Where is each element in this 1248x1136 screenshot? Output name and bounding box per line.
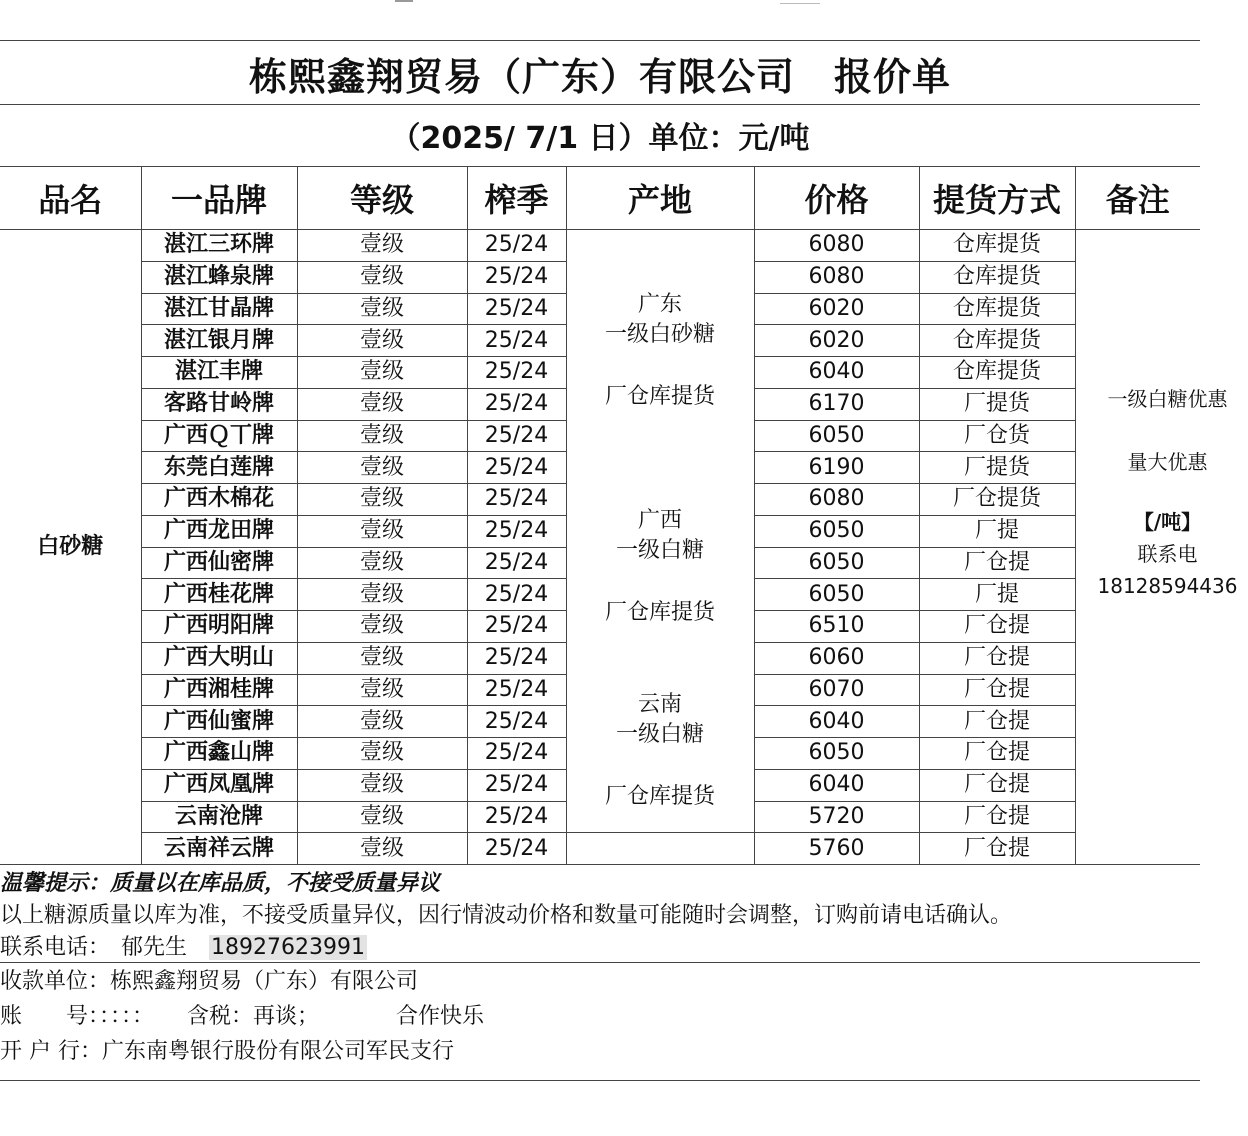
price-cell: 6050 [754, 547, 919, 579]
header-product: 品名 [0, 167, 141, 230]
price-cell: 6050 [754, 738, 919, 770]
price-cell: 6510 [754, 611, 919, 643]
grade-cell: 壹级 [297, 706, 467, 738]
price-cell: 6170 [754, 388, 919, 420]
header-price: 价格 [754, 167, 919, 230]
grade-cell: 壹级 [297, 674, 467, 706]
season-cell: 25/24 [467, 515, 566, 547]
brand-cell: 客路甘岭牌 [141, 388, 297, 420]
brand-cell: 广西仙密牌 [141, 547, 297, 579]
season-cell: 25/24 [467, 579, 566, 611]
origin-yunnan-line: 云南 [637, 692, 682, 717]
origin-guangxi-line: 一级白糖 [615, 538, 704, 563]
brand-cell: 东莞白莲牌 [141, 452, 297, 484]
pickup-method-cell: 厂提 [919, 579, 1075, 611]
season-cell: 25/24 [467, 452, 566, 484]
season-cell: 25/24 [467, 388, 566, 420]
pickup-method-cell: 厂提货 [919, 388, 1075, 420]
pickup-method-cell: 厂仓提 [919, 769, 1075, 801]
table-row [0, 230, 1200, 262]
season-cell: 25/24 [467, 706, 566, 738]
pickup-method-cell: 厂仓提 [919, 801, 1075, 833]
remark-discount: 一级白糖优惠 [1107, 387, 1228, 411]
pickup-method-cell: 厂仓提 [919, 706, 1075, 738]
brand-cell: 湛江甘晶牌 [141, 293, 297, 325]
contact-phone: 18927623991 [211, 935, 365, 960]
price-cell: 6070 [754, 674, 919, 706]
brand-cell: 湛江蜂泉牌 [141, 261, 297, 293]
payee-line: 收款单位：栋熙鑫翔贸易（广东）有限公司 [0, 969, 419, 994]
season-cell: 25/24 [467, 357, 566, 389]
price-cell: 6060 [754, 642, 919, 674]
brand-cell: 广西湘桂牌 [141, 674, 297, 706]
price-cell: 6050 [754, 579, 919, 611]
price-cell: 6040 [754, 769, 919, 801]
season-cell: 25/24 [467, 642, 566, 674]
season-cell: 25/24 [467, 420, 566, 452]
grade-cell: 壹级 [297, 769, 467, 801]
product-name: 白砂糖 [0, 230, 141, 865]
season-cell: 25/24 [467, 293, 566, 325]
remark-unit: 【/吨】 [1133, 510, 1202, 534]
price-cell: 6080 [754, 230, 919, 262]
grade-cell: 壹级 [297, 261, 467, 293]
bank-line: 开 户 行：广东南粤银行股份有限公司军民支行 [0, 1039, 454, 1064]
origin-guangxi-line: 广西 [637, 508, 682, 533]
origin-cell [566, 230, 754, 833]
pickup-method-cell: 厂仓提 [919, 674, 1075, 706]
disclaimer-text: 以上糖源质量以库为准，不接受质量异仪，因行情波动价格和数量可能随时会调整，订购前请电话确认。 [0, 903, 1013, 928]
header-brand: 一品牌 [141, 167, 297, 230]
brand-cell: 广西鑫山牌 [141, 738, 297, 770]
top-border [0, 40, 1200, 41]
origin-guangdong-line: 一级白砂糖 [604, 322, 715, 347]
price-cell: 6040 [754, 706, 919, 738]
price-cell: 5760 [754, 833, 919, 865]
price-cell: 6040 [754, 357, 919, 389]
brand-cell: 云南沧牌 [141, 801, 297, 833]
grade-cell: 壹级 [297, 833, 467, 865]
remark-contact-phone: 18128594436 [1097, 574, 1238, 598]
pickup-method-cell: 仓库提货 [919, 230, 1075, 262]
header-origin: 产地 [566, 167, 754, 230]
document-subtitle: （2025/ 7/1 日）单位：元/吨 [390, 121, 810, 156]
brand-cell: 湛江银月牌 [141, 325, 297, 357]
grade-cell: 壹级 [297, 293, 467, 325]
header-pickup-method: 提货方式 [919, 167, 1075, 230]
grade-cell: 壹级 [297, 420, 467, 452]
grade-cell: 壹级 [297, 325, 467, 357]
origin-yunnan-line: 一级白糖 [615, 722, 704, 747]
grade-cell: 壹级 [297, 388, 467, 420]
grade-cell: 壹级 [297, 738, 467, 770]
brand-cell: 广西桂花牌 [141, 579, 297, 611]
table-row [0, 833, 1200, 865]
brand-cell: 湛江三环牌 [141, 230, 297, 262]
table-body [0, 230, 1238, 865]
pickup-method-cell: 厂仓提 [919, 642, 1075, 674]
grade-cell: 壹级 [297, 484, 467, 516]
contact-label: 联系电话： 郁先生 [0, 935, 210, 960]
footer-divider [0, 962, 1200, 963]
price-cell: 6020 [754, 325, 919, 357]
header-remarks: 备注 [1075, 167, 1200, 230]
price-cell: 6080 [754, 261, 919, 293]
brand-cell: 湛江丰牌 [141, 357, 297, 389]
price-cell: 5720 [754, 801, 919, 833]
season-cell: 25/24 [467, 738, 566, 770]
pickup-method-cell: 厂仓提 [919, 833, 1075, 865]
brand-cell: 广西Ｑ丅牌 [141, 420, 297, 452]
grade-cell: 壹级 [297, 801, 467, 833]
pickup-method-cell: 厂仓提 [919, 547, 1075, 579]
grade-cell: 壹级 [297, 611, 467, 643]
origin-cell-empty [566, 833, 754, 865]
brand-cell: 广西龙田牌 [141, 515, 297, 547]
pickup-method-cell: 厂仓提 [919, 611, 1075, 643]
grade-cell: 壹级 [297, 357, 467, 389]
grade-cell: 壹级 [297, 452, 467, 484]
pickup-method-cell: 厂仓货 [919, 420, 1075, 452]
brand-cell: 广西明阳牌 [141, 611, 297, 643]
price-cell: 6050 [754, 420, 919, 452]
remarks-cell [1075, 230, 1238, 865]
brand-cell: 广西仙蜜牌 [141, 706, 297, 738]
grade-cell: 壹级 [297, 579, 467, 611]
price-cell: 6190 [754, 452, 919, 484]
origin-yunnan-pickup-line: 厂仓库提货 [604, 784, 715, 809]
season-cell: 25/24 [467, 230, 566, 262]
origin-guangdong-pickup-line: 厂仓库提货 [604, 384, 715, 409]
season-cell: 25/24 [467, 801, 566, 833]
pickup-method-cell: 厂仓提 [919, 738, 1075, 770]
pickup-method-cell: 仓库提货 [919, 357, 1075, 389]
account-line: 账 号：：：：： 含税：再谈； 合作快乐 [0, 1004, 485, 1029]
season-cell: 25/24 [467, 769, 566, 801]
brand-cell: 广西木棉花 [141, 484, 297, 516]
price-table [0, 166, 1238, 865]
pickup-method-cell: 仓库提货 [919, 325, 1075, 357]
grade-cell: 壹级 [297, 230, 467, 262]
season-cell: 25/24 [467, 611, 566, 643]
season-cell: 25/24 [467, 325, 566, 357]
warm-notice: 温馨提示：质量以在库品质，不接受质量异议 [0, 871, 441, 896]
price-cell: 6020 [754, 293, 919, 325]
header-grade: 等级 [297, 167, 467, 230]
table-header-row [0, 167, 1200, 230]
season-cell: 25/24 [467, 547, 566, 579]
pickup-method-cell: 仓库提货 [919, 261, 1075, 293]
price-cell: 6050 [754, 515, 919, 547]
brand-cell: 广西大明山 [141, 642, 297, 674]
season-cell: 25/24 [467, 674, 566, 706]
season-cell: 25/24 [467, 261, 566, 293]
brand-cell: 云南祥云牌 [141, 833, 297, 865]
pickup-method-cell: 厂提货 [919, 452, 1075, 484]
origin-guangxi-pickup-line: 厂仓库提货 [604, 600, 715, 625]
contact-line [0, 930, 367, 961]
pickup-method-cell: 厂提 [919, 515, 1075, 547]
pickup-method-cell: 仓库提货 [919, 293, 1075, 325]
header-season: 榨季 [467, 167, 566, 230]
top-scan-artifact [395, 0, 825, 6]
season-cell: 25/24 [467, 484, 566, 516]
brand-cell: 广西凤凰牌 [141, 769, 297, 801]
grade-cell: 壹级 [297, 547, 467, 579]
origin-guangdong-line: 广东 [637, 292, 682, 317]
remark-contact-label: 联系电 [1137, 542, 1198, 566]
season-cell: 25/24 [467, 833, 566, 865]
document-title: 栋熙鑫翔贸易（广东）有限公司 报价单 [248, 54, 951, 99]
grade-cell: 壹级 [297, 515, 467, 547]
grade-cell: 壹级 [297, 642, 467, 674]
price-cell: 6080 [754, 484, 919, 516]
remark-volume-discount: 量大优惠 [1127, 450, 1208, 474]
pickup-method-cell: 厂仓提货 [919, 484, 1075, 516]
bottom-border [0, 1080, 1200, 1081]
